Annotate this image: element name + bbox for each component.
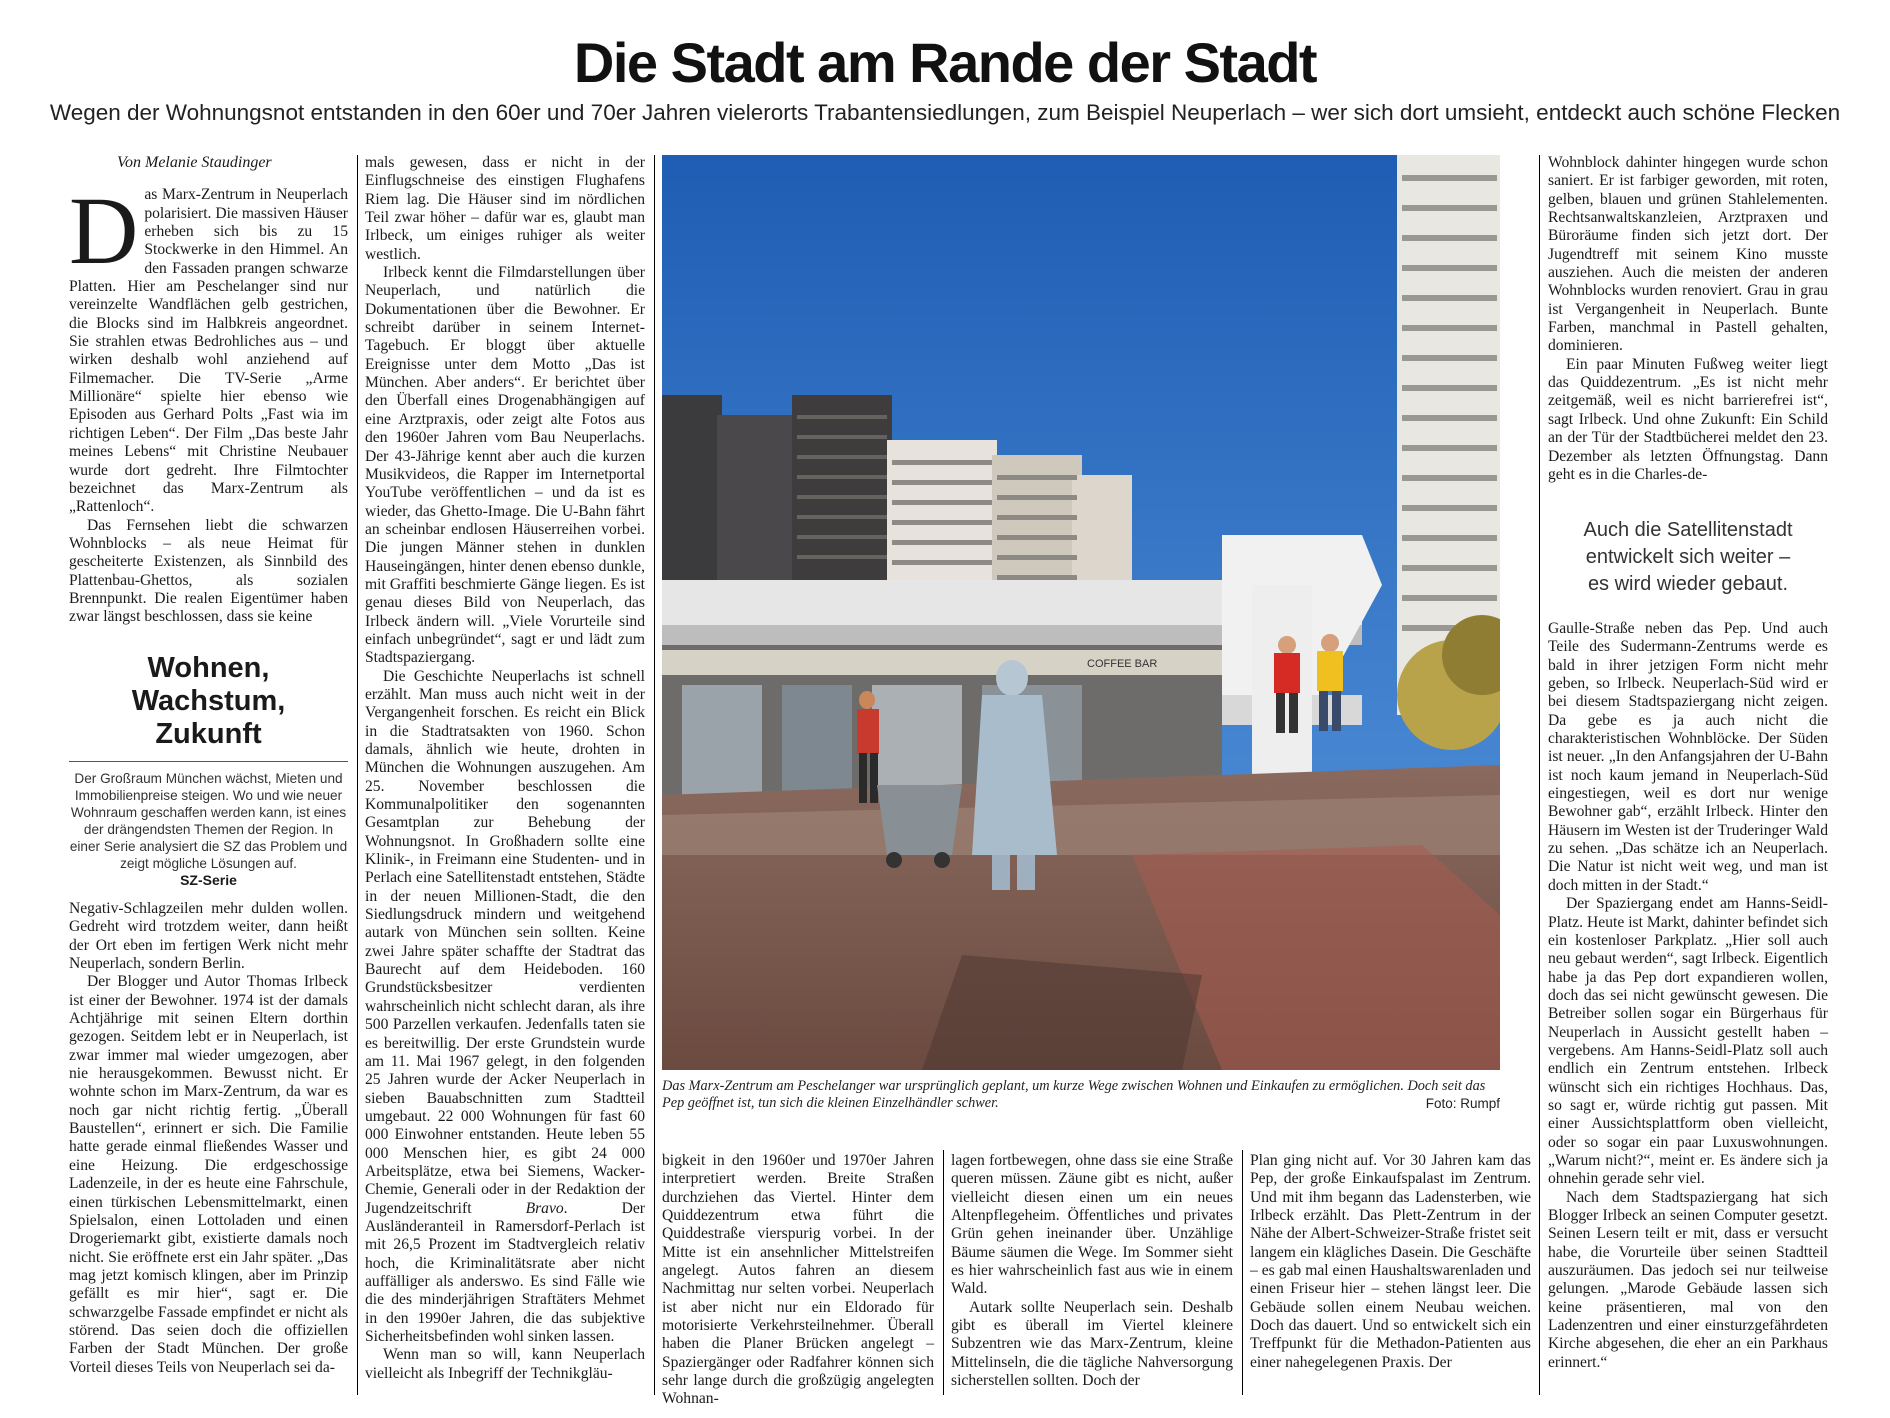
paragraph: bigkeit in den 1960er und 1970er Jahren interpretiert werden. Breite Straßen durchziehen das Viertel. Hinter dem Quiddezentrum etwa führt die Quiddestraße vierspurig vorbei. In der Mitte ist ein ansehnlicher Mittelstreifen angelegt. Autos fahren an diesem Nachmittag nur selten vorbei. Neuperlach ist aber nicht nur ein Eldorado für motorisierte Verkehrsteilnehmer. Überall haben die Planer Brücken angelegt – Spaziergänger oder Radfahrer können sich sehr lange durch die großzügig angelegten Wohnan- [662, 1152, 934, 1408]
article-column-2 [365, 154, 645, 1383]
paragraph: Ein paar Minuten Fußweg weiter liegt das Quiddezentrum. „Es ist nicht mehr zeitgemäß, weil es nicht barrierefrei ist“, sagt Irlbeck. Und ohne Zukunft: Ein Schild an der Tür der Stadtbücherei meldet den 23. Dezember als letzten Öffnungstag. Dann geht es in die Charles-de- [1548, 355, 1828, 483]
article-column-5 [1250, 1152, 1531, 1372]
column-rule [1539, 155, 1540, 1395]
paragraph: Der Blogger und Autor Thomas Irlbeck ist einer der Bewohner. 1974 ist der damals Achtjährige mit seinen Eltern dorthin gezogen. Seitdem lebt er in Neuperlach, ist zwar immer mal wieder umgezogen, aber nie herausgekommen. Bewusst nicht. Er wohnte schon im Marx-Zentrum, da war es noch gar nicht richtig fertig. „Überall Baustellen“, erinnert er sich. Die Familie hatte gerade einmal fließendes Wasser und eine Heizung. Die erdgeschossige Ladenzeile, in der es heute eine Fahrschule, einen türkischen Lebensmittelmarkt, einen Spielsalon, einen Lottoladen und einen Drogeriemarkt gibt, existierte damals noch nicht. Sie eröffnete erst ein Jahr später. „Das mag jetzt komisch klingen, aber im Prinzip gefällt es mir hier“, sagt er. Die schwarzgelbe Fassade empfindet er nicht als störend. Das seien doch die offiziellen Farben der Stadt München. Der große Vorteil dieses Teils von Neuperlach sei da- [69, 973, 348, 1376]
paragraph: Wenn man so will, kann Neuperlach vielleicht als Inbegriff der Technikgläu- [365, 1346, 645, 1382]
photo-caption: Das Marx-Zentrum am Peschelanger war ursprünglich geplant, um kurze Wege zwischen Wohnen und Einkaufen zu ermöglichen. Doch seit das Pep geöffnet ist, tun sich die kleinen Einzelhändler schwer. Foto: Rumpf [662, 1078, 1500, 1111]
article-column-3 [662, 1152, 934, 1409]
paragraph: Plan ging nicht auf. Vor 30 Jahren kam das Pep, der große Einkaufspalast im Zentrum. Und mit ihm begann das Ladensterben, wie Irlbeck erzählt. Das Plett-Zentrum in der Nähe der Albert-Schweizer-Straße fristet seit langem ein klägliches Dasein. Die Geschäfte – es gab mal einen Haushaltswarenladen und einen Friseur hier – stehen längst leer. Die Gebäude sollen einem Neubau weichen. Doch das dauert. Und so entwickelt sich ein Treffpunkt für die Methadon-Patienten aus einer nahegelegenen Praxis. Der [1250, 1152, 1531, 1371]
headline: Die Stadt am Rande der Stadt [573, 31, 1317, 94]
paragraph: Autark sollte Neuperlach sein. Deshalb gibt es überall im Viertel kleinere Subzentren wie das Marx-Zentrum, kleine Mittelinseln, die die tägliche Nahversorgung sicherstellen sollten. Doch der [951, 1298, 1233, 1390]
paragraph: Das Fernsehen liebt die schwarzen Wohnblocks – als neue Heimat für gescheiterte Existenzen, als Sinnbild des Plattenbau-Ghettos, als sozialen Brennpunkt. Die realen Eigentümer haben zwar längst beschlossen, dass sie keine [69, 516, 348, 626]
infobox-title: Wohnen, Wachstum, Zukunft [131, 652, 286, 750]
infobox-label: SZ-Serie [180, 872, 237, 888]
byline: Von Melanie Staudinger [117, 154, 272, 171]
article-photo [662, 155, 1500, 1070]
paragraph: Der Spaziergang endet am Hanns-Seidl-Platz. Heute ist Markt, dahinter befindet sich ein kostenloser Parkplatz. „Hier soll auch neu gebaut werden“, sagt Irlbeck. Eigentlich habe ja das Pep dort expandieren wollen, doch das sei nicht gewünscht gewesen. Die Betreiber sollen sogar ein Bürgerhaus für Neuperlach in Aussicht gestellt haben – vergebens. Am Hanns-Seidl-Platz soll auch endlich ein Zentrum entstehen. Irlbeck wünscht sich ein richtiges Hochhaus. Das, so sagt er, würde richtig gut passen. Mit einer Aussichtsplattform oben vielleicht, oder so sogar ein paar Luxuswohnungen. „Warum nicht?“, meint er. Es ändere sich ja ohnehin gerade sehr viel. [1548, 895, 1828, 1188]
shop-sign: COFFEE BAR [1087, 658, 1158, 670]
column-rule [654, 155, 655, 1395]
paragraph: Das Marx-Zentrum in Neuperlach polarisiert. Die massiven Häuser erheben sich bis zu 15 Stockwerke in den Himmel. An den Fassaden prangen schwarze Platten. Hier am Peschelanger sind nur vereinzelte Wandflächen gelb gestrichen, die Blocks sind im Halbkreis angeordnet. Sie strahlen etwas Bedrohliches aus – und wirken deshalb wohl anziehend auf Filmemacher. Die TV-Serie „Arme Millionäre“ spielte hier ebenso wie Episoden aus Gerhard Polts „Fast wia im richtigen Leben“. Der Film „Das beste Jahr meines Lebens“ mit Christine Neubauer wurde dort gedreht. Ihre Filmtochter bezeichnet das Marx-Zentrum als „Rattenloch“. [69, 177, 348, 516]
photo-credit: Foto: Rumpf [1425, 1096, 1500, 1111]
article-column-4 [951, 1152, 1233, 1390]
subheadline: Wegen der Wohnungsnot entstanden in den 60er und 70er Jahren vielerorts Trabantensiedlungen, zum Beispiel Neuperlach – wer sich dort umsieht, entdeckt auch schöne Flecken [49, 100, 1841, 125]
infobox-text: Der Großraum München wächst, Mieten und Immobilienpreise steigen. Wo und wie neuer Wohnraum geschaffen werden kann, ist eines der drängendsten Themen der Region. In einer Serie analysiert die SZ das Problem und zeigt mögliche Lösungen auf. [69, 771, 348, 871]
paragraph: Nach dem Stadtspaziergang hat sich Blogger Irlbeck an seinen Computer gesetzt. Seinen Lesern teilt er mit, dass er versucht habe, die Vorurteile über seinen Stadtteil auszuräumen. Das jedoch sei nur teilweise gelungen. „Marode Gebäude lassen sich keine präsentieren, mal von den Ladenzentren und einer einsturzgefährdeten Kirche abgesehen, die eher an ein Parkhaus erinnert.“ [1548, 1188, 1828, 1371]
column-rule [943, 1150, 944, 1395]
article-column-6 [1548, 154, 1828, 484]
column-rule [1242, 1150, 1243, 1395]
paragraph: Wohnblock dahinter hingegen wurde schon saniert. Er ist farbiger geworden, mit roten, gelben, blauen und grünen Stahlelementen. Rechtsanwaltskanzleien, Arztpraxen und Büroräume finden sich jetzt dort. Der Jugendtreff mit seinem Kino musste ausziehen. Auch die meisten der anderen Wohnblocks wurden renoviert. Grau in grau ist Vergangenheit in Neuperlach. Bunte Farben, manchmal in Pastell gehalten, dominieren. [1548, 154, 1828, 355]
article-column-1 [69, 154, 348, 627]
paragraph: mals gewesen, dass er nicht in der Einflugschneise des einstigen Flughafens Riem lag. Die Häuser sind im nördlichen Teil zwar höher – dafür war es, glaubt man Irlbeck, um einiges ruhiger als weiter westlich. [365, 154, 645, 263]
paragraph: Irlbeck kennt die Filmdarstellungen über Neuperlach, und natürlich die Dokumentationen über die Bewohner. Er schreibt darüber in seinem Internet-Tagebuch. Er bloggt über aktuelle Ereignisse unter dem Motto „Das ist München. Aber anders“. Er berichtet über den Überfall eines Drogenabhängigen auf eine Arztpraxis, oder zeigt alte Fotos aus den 1960er Jahren vom Bau Neuperlachs. Der 43-Jährige kennt aber auch die kurzen Musikvideos, die Rapper im Internetportal YouTube veröffentlichen – und da ist es wieder, das Ghetto-Image. Die U-Bahn fährt an scheinbar endlosen Häuserreihen vorbei. Die jungen Männer stehen in dunklen Hauseingängen, hinter denen ebenso dunkle, mit Graffiti beschmierte Gänge liegen. Es ist genau dieses Bild von Neuperlach, das Irlbeck ändern will. „Viele Vorurteile sind einfach unbegründet“, sagt er und lädt zum Stadtspaziergang. [365, 264, 645, 667]
paragraph: Negativ-Schlagzeilen mehr dulden wollen. Gedreht wird trotzdem weiter, dann heißt der Ort eben im fertigen Werk nicht mehr Neuperlach, sondern Berlin. [69, 900, 348, 973]
paragraph: lagen fortbewegen, ohne dass sie eine Straße queren müssen. Zäune gibt es nicht, außer vielleicht diesen einen um ein neues Altenpflegeheim. Öffentliches und privates Grün gehen ineinander über. Unzählige Bäume säumen die Wege. Im Sommer sieht es hier wahrscheinlich fast aus wie in einem Wald. [951, 1152, 1233, 1298]
column-rule [357, 155, 358, 1395]
series-infobox [69, 632, 348, 900]
infobox-divider [69, 761, 348, 762]
pull-quote: Auch die Satellitenstadt entwickelt sich weiter – es wird wieder gebaut. [1583, 519, 1793, 595]
paragraph: Gaulle-Straße neben das Pep. Und auch Teile des Sudermann-Zentrums werde es bald in ihrer jetzigen Form nicht mehr geben, so Irlbeck. Neuperlach-Süd wird er bei diesem Stadtspaziergang nicht zeigen. Da gebe es ja auch nicht die charakteristischen Wohnblöcke. Der Süden ist neuer. „In den Anfangsjahren der U-Bahn ist noch kaum jemand in Neuperlach-Süd eingestiegen, weil es dort nur wenige Bewohner gab“, erzählt Irlbeck. Hinter den Häusern im Westen ist der Truderinger Wald zu sehen. „Das schätze ich an Neuperlach. Die Natur ist nicht weit weg, und man ist doch mitten in der Stadt.“ [1548, 620, 1828, 894]
article-column-6-continued [1548, 620, 1828, 1372]
article-column-1-continued [69, 900, 348, 1377]
paragraph: Die Geschichte Neuperlachs ist schnell erzählt. Man muss auch nicht weit in der Vergangenheit forschen. Es reicht ein Blick in die Stadtratsakten von 1960. Schon damals, ähnlich wie heute, drohten in München die Wohnungen auszugehen. Am 25. November beschlossen die Kommunalpolitiker den sogenannten Gesamtplan zur Behebung der Wohnungsnot. In Großhadern sollte eine Klinik-, in Freimann eine Studenten- und in Perlach eine Satellitenstadt entstehen, Städte in der neuen Millionen-Stadt, die den Siedlungsdruck mindern und weitgehend autark von München sein sollten. Keine zwei Jahre später schaffte der Stadtrat das Baurecht auf dem Heideboden. 160 Grundstücksbesitzer verdienten wahrscheinlich nicht schlecht daran, als ihre 500 Parzellen verkaufen. Jedenfalls taten sie es bereitwillig. Der erste Grundstein wurde am 11. Mai 1967 gelegt, in den folgenden 25 Jahren wurde der Acker Neuperlach in sieben Bauabschnitten zum Stadtteil umgebaut. 22 000 Wohnungen für fast 60 000 Einwohner entstanden. Heute leben 55 000 Menschen hier, es gibt 24 000 Arbeitsplätze, etwa bei Siemens, Wacker-Chemie, Generali oder in der Redaktion der Jugendzeitschrift Bravo. Der Ausländeranteil in Ramersdorf-Perlach ist mit 26,5 Prozent im Stadtvergleich relativ hoch, die Kriminalitätsrate aber nicht auffälliger als anderswo. Es sind Fälle wie die des minderjährigen Straftäters Mehmet in den 1990er Jahren, die das subjektive Sicherheitsbefinden wohl sinken lassen. [365, 667, 645, 1345]
drop-cap: D [69, 177, 139, 285]
photo-marx-zentrum [662, 155, 1500, 1070]
